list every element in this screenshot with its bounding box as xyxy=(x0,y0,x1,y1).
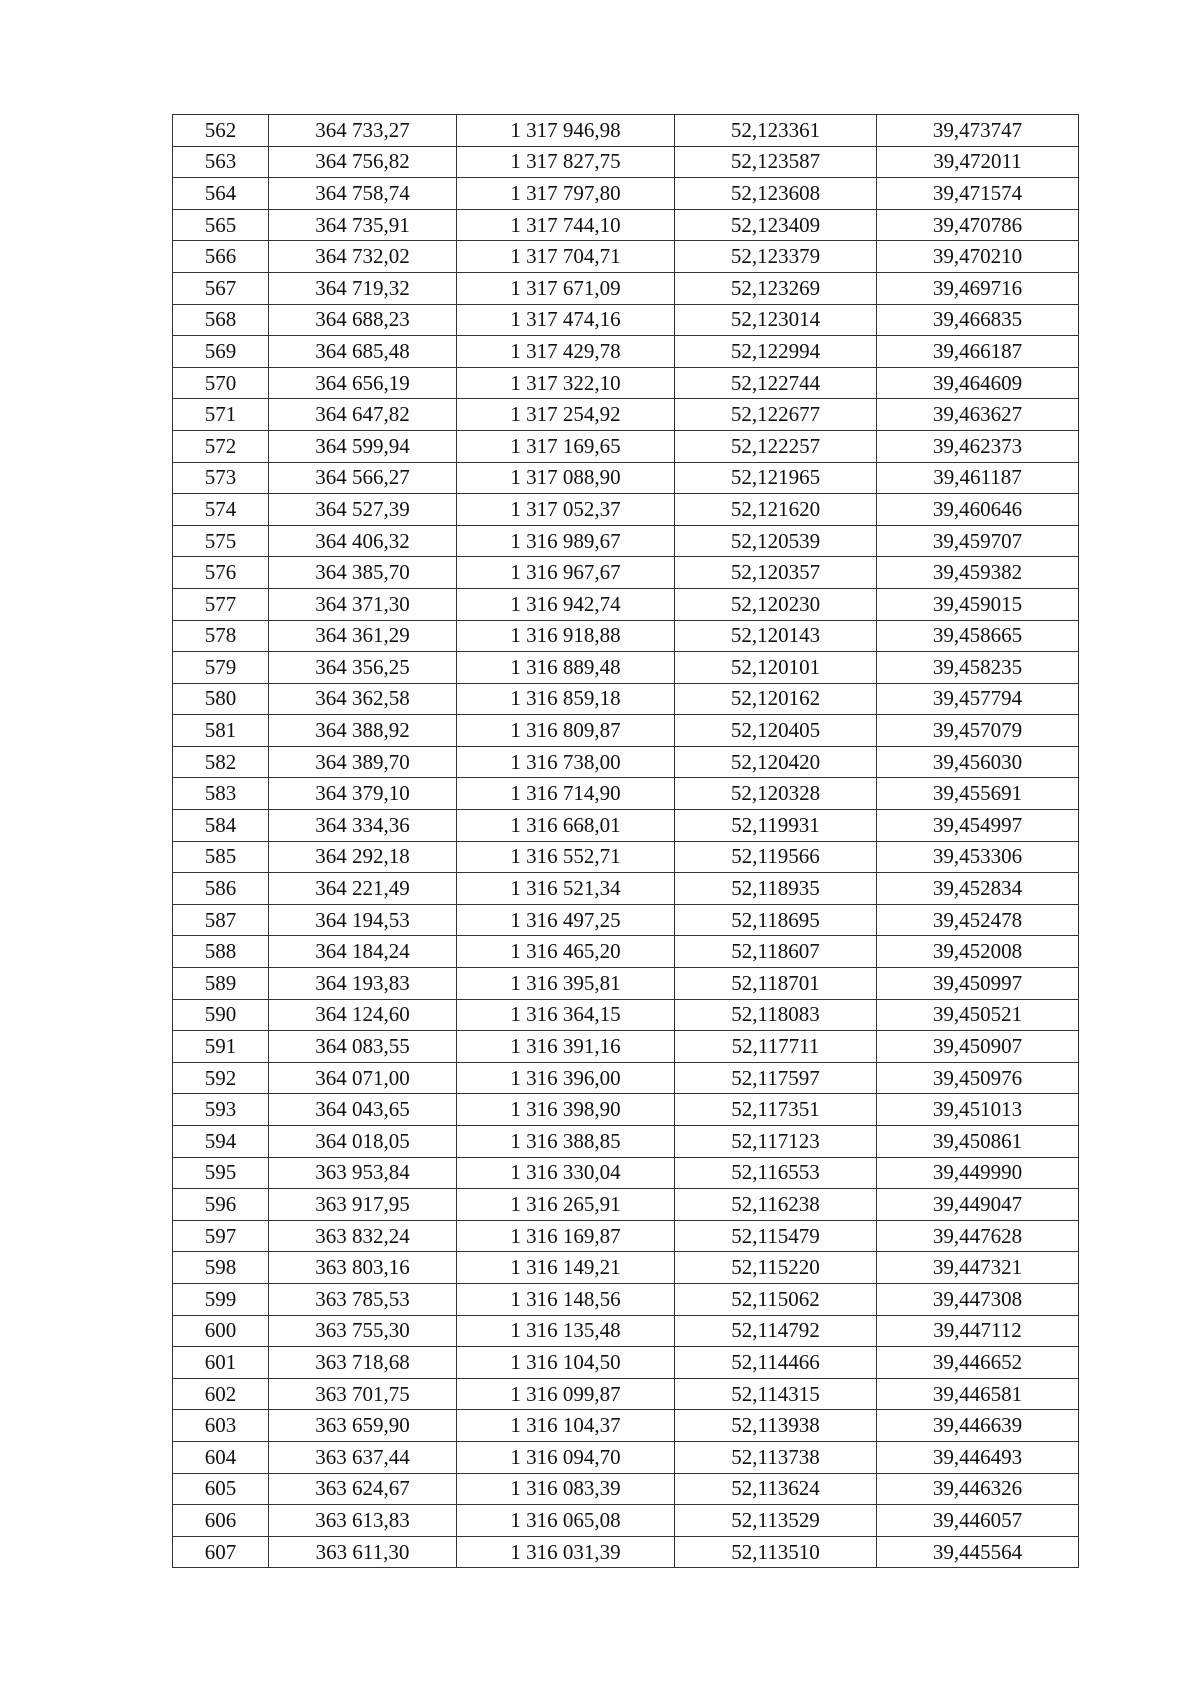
table-row xyxy=(173,1031,1079,1063)
table-row xyxy=(173,462,1079,494)
point-number-cell: 604 xyxy=(173,1441,269,1473)
longitude-cell: 39,454997 xyxy=(877,810,1079,842)
point-number-cell: 582 xyxy=(173,746,269,778)
point-number-cell: 564 xyxy=(173,178,269,210)
table-row xyxy=(173,968,1079,1000)
table-row xyxy=(173,683,1079,715)
x-coordinate-cell: 364 361,29 xyxy=(269,620,457,652)
y-coordinate-cell: 1 317 254,92 xyxy=(457,399,675,431)
point-number-cell: 576 xyxy=(173,557,269,589)
point-number-cell: 602 xyxy=(173,1378,269,1410)
longitude-cell: 39,447112 xyxy=(877,1315,1079,1347)
point-number-cell: 563 xyxy=(173,146,269,178)
latitude-cell: 52,121965 xyxy=(675,462,877,494)
table-row xyxy=(173,1347,1079,1379)
longitude-cell: 39,446057 xyxy=(877,1505,1079,1537)
point-number-cell: 594 xyxy=(173,1126,269,1158)
longitude-cell: 39,462373 xyxy=(877,430,1079,462)
table-row xyxy=(173,525,1079,557)
table-row xyxy=(173,1252,1079,1284)
y-coordinate-cell: 1 316 149,21 xyxy=(457,1252,675,1284)
x-coordinate-cell: 364 194,53 xyxy=(269,904,457,936)
table-row xyxy=(173,1410,1079,1442)
point-number-cell: 562 xyxy=(173,115,269,147)
table-row xyxy=(173,209,1079,241)
latitude-cell: 52,113510 xyxy=(675,1536,877,1568)
x-coordinate-cell: 364 124,60 xyxy=(269,999,457,1031)
longitude-cell: 39,450861 xyxy=(877,1126,1079,1158)
point-number-cell: 571 xyxy=(173,399,269,431)
x-coordinate-cell: 364 356,25 xyxy=(269,652,457,684)
latitude-cell: 52,113624 xyxy=(675,1473,877,1505)
table-row xyxy=(173,1378,1079,1410)
latitude-cell: 52,115220 xyxy=(675,1252,877,1284)
y-coordinate-cell: 1 316 094,70 xyxy=(457,1441,675,1473)
point-number-cell: 581 xyxy=(173,715,269,747)
y-coordinate-cell: 1 317 322,10 xyxy=(457,367,675,399)
x-coordinate-cell: 364 184,24 xyxy=(269,936,457,968)
latitude-cell: 52,120328 xyxy=(675,778,877,810)
longitude-cell: 39,449047 xyxy=(877,1189,1079,1221)
y-coordinate-cell: 1 316 135,48 xyxy=(457,1315,675,1347)
latitude-cell: 52,120357 xyxy=(675,557,877,589)
table-row xyxy=(173,1283,1079,1315)
point-number-cell: 600 xyxy=(173,1315,269,1347)
x-coordinate-cell: 364 685,48 xyxy=(269,336,457,368)
latitude-cell: 52,114466 xyxy=(675,1347,877,1379)
table-row xyxy=(173,999,1079,1031)
x-coordinate-cell: 364 688,23 xyxy=(269,304,457,336)
y-coordinate-cell: 1 316 104,37 xyxy=(457,1410,675,1442)
longitude-cell: 39,466187 xyxy=(877,336,1079,368)
point-number-cell: 584 xyxy=(173,810,269,842)
y-coordinate-cell: 1 316 330,04 xyxy=(457,1157,675,1189)
latitude-cell: 52,117597 xyxy=(675,1062,877,1094)
table-row xyxy=(173,304,1079,336)
latitude-cell: 52,116553 xyxy=(675,1157,877,1189)
longitude-cell: 39,456030 xyxy=(877,746,1079,778)
longitude-cell: 39,452478 xyxy=(877,904,1079,936)
y-coordinate-cell: 1 316 521,34 xyxy=(457,873,675,905)
y-coordinate-cell: 1 316 809,87 xyxy=(457,715,675,747)
x-coordinate-cell: 364 018,05 xyxy=(269,1126,457,1158)
point-number-cell: 587 xyxy=(173,904,269,936)
longitude-cell: 39,459382 xyxy=(877,557,1079,589)
point-number-cell: 572 xyxy=(173,430,269,462)
y-coordinate-cell: 1 316 465,20 xyxy=(457,936,675,968)
y-coordinate-cell: 1 316 738,00 xyxy=(457,746,675,778)
x-coordinate-cell: 364 043,65 xyxy=(269,1094,457,1126)
point-number-cell: 567 xyxy=(173,272,269,304)
latitude-cell: 52,117123 xyxy=(675,1126,877,1158)
y-coordinate-cell: 1 316 989,67 xyxy=(457,525,675,557)
longitude-cell: 39,446581 xyxy=(877,1378,1079,1410)
table-row xyxy=(173,652,1079,684)
latitude-cell: 52,122744 xyxy=(675,367,877,399)
latitude-cell: 52,120230 xyxy=(675,588,877,620)
x-coordinate-cell: 363 611,30 xyxy=(269,1536,457,1568)
point-number-cell: 598 xyxy=(173,1252,269,1284)
longitude-cell: 39,458665 xyxy=(877,620,1079,652)
x-coordinate-cell: 363 832,24 xyxy=(269,1220,457,1252)
table-row xyxy=(173,367,1079,399)
y-coordinate-cell: 1 317 429,78 xyxy=(457,336,675,368)
longitude-cell: 39,473747 xyxy=(877,115,1079,147)
latitude-cell: 52,120420 xyxy=(675,746,877,778)
longitude-cell: 39,469716 xyxy=(877,272,1079,304)
latitude-cell: 52,115479 xyxy=(675,1220,877,1252)
latitude-cell: 52,118083 xyxy=(675,999,877,1031)
point-number-cell: 565 xyxy=(173,209,269,241)
point-number-cell: 605 xyxy=(173,1473,269,1505)
y-coordinate-cell: 1 317 797,80 xyxy=(457,178,675,210)
table-row xyxy=(173,178,1079,210)
latitude-cell: 52,120162 xyxy=(675,683,877,715)
y-coordinate-cell: 1 316 104,50 xyxy=(457,1347,675,1379)
longitude-cell: 39,451013 xyxy=(877,1094,1079,1126)
y-coordinate-cell: 1 316 148,56 xyxy=(457,1283,675,1315)
x-coordinate-cell: 364 389,70 xyxy=(269,746,457,778)
x-coordinate-cell: 364 656,19 xyxy=(269,367,457,399)
latitude-cell: 52,117351 xyxy=(675,1094,877,1126)
table-row xyxy=(173,746,1079,778)
table-row xyxy=(173,1062,1079,1094)
point-number-cell: 568 xyxy=(173,304,269,336)
latitude-cell: 52,123014 xyxy=(675,304,877,336)
longitude-cell: 39,457794 xyxy=(877,683,1079,715)
latitude-cell: 52,118935 xyxy=(675,873,877,905)
y-coordinate-cell: 1 316 031,39 xyxy=(457,1536,675,1568)
y-coordinate-cell: 1 316 364,15 xyxy=(457,999,675,1031)
point-number-cell: 574 xyxy=(173,494,269,526)
latitude-cell: 52,120143 xyxy=(675,620,877,652)
point-number-cell: 597 xyxy=(173,1220,269,1252)
point-number-cell: 599 xyxy=(173,1283,269,1315)
longitude-cell: 39,464609 xyxy=(877,367,1079,399)
latitude-cell: 52,118607 xyxy=(675,936,877,968)
x-coordinate-cell: 364 083,55 xyxy=(269,1031,457,1063)
table-row xyxy=(173,115,1079,147)
x-coordinate-cell: 363 637,44 xyxy=(269,1441,457,1473)
table-row xyxy=(173,399,1079,431)
x-coordinate-cell: 364 388,92 xyxy=(269,715,457,747)
coordinates-table xyxy=(172,114,1079,1568)
latitude-cell: 52,118695 xyxy=(675,904,877,936)
x-coordinate-cell: 364 371,30 xyxy=(269,588,457,620)
table-row xyxy=(173,1315,1079,1347)
y-coordinate-cell: 1 317 827,75 xyxy=(457,146,675,178)
y-coordinate-cell: 1 316 396,00 xyxy=(457,1062,675,1094)
y-coordinate-cell: 1 317 946,98 xyxy=(457,115,675,147)
longitude-cell: 39,457079 xyxy=(877,715,1079,747)
latitude-cell: 52,123587 xyxy=(675,146,877,178)
y-coordinate-cell: 1 316 099,87 xyxy=(457,1378,675,1410)
x-coordinate-cell: 364 527,39 xyxy=(269,494,457,526)
longitude-cell: 39,450997 xyxy=(877,968,1079,1000)
y-coordinate-cell: 1 316 083,39 xyxy=(457,1473,675,1505)
point-number-cell: 593 xyxy=(173,1094,269,1126)
y-coordinate-cell: 1 316 265,91 xyxy=(457,1189,675,1221)
point-number-cell: 588 xyxy=(173,936,269,968)
point-number-cell: 569 xyxy=(173,336,269,368)
longitude-cell: 39,445564 xyxy=(877,1536,1079,1568)
y-coordinate-cell: 1 317 744,10 xyxy=(457,209,675,241)
x-coordinate-cell: 364 379,10 xyxy=(269,778,457,810)
table-row xyxy=(173,336,1079,368)
latitude-cell: 52,116238 xyxy=(675,1189,877,1221)
table-row xyxy=(173,1126,1079,1158)
point-number-cell: 586 xyxy=(173,873,269,905)
table-row xyxy=(173,588,1079,620)
x-coordinate-cell: 364 385,70 xyxy=(269,557,457,589)
x-coordinate-cell: 363 917,95 xyxy=(269,1189,457,1221)
point-number-cell: 573 xyxy=(173,462,269,494)
longitude-cell: 39,452834 xyxy=(877,873,1079,905)
latitude-cell: 52,123608 xyxy=(675,178,877,210)
x-coordinate-cell: 363 803,16 xyxy=(269,1252,457,1284)
latitude-cell: 52,115062 xyxy=(675,1283,877,1315)
y-coordinate-cell: 1 316 552,71 xyxy=(457,841,675,873)
point-number-cell: 566 xyxy=(173,241,269,273)
table-row xyxy=(173,620,1079,652)
x-coordinate-cell: 364 647,82 xyxy=(269,399,457,431)
x-coordinate-cell: 364 566,27 xyxy=(269,462,457,494)
latitude-cell: 52,122994 xyxy=(675,336,877,368)
y-coordinate-cell: 1 317 474,16 xyxy=(457,304,675,336)
table-row xyxy=(173,715,1079,747)
y-coordinate-cell: 1 316 967,67 xyxy=(457,557,675,589)
table-row xyxy=(173,1536,1079,1568)
x-coordinate-cell: 364 071,00 xyxy=(269,1062,457,1094)
y-coordinate-cell: 1 317 088,90 xyxy=(457,462,675,494)
table-row xyxy=(173,272,1079,304)
y-coordinate-cell: 1 317 052,37 xyxy=(457,494,675,526)
point-number-cell: 579 xyxy=(173,652,269,684)
x-coordinate-cell: 364 733,27 xyxy=(269,115,457,147)
y-coordinate-cell: 1 316 391,16 xyxy=(457,1031,675,1063)
table-row xyxy=(173,904,1079,936)
table-row xyxy=(173,1157,1079,1189)
latitude-cell: 52,120101 xyxy=(675,652,877,684)
x-coordinate-cell: 364 756,82 xyxy=(269,146,457,178)
longitude-cell: 39,459707 xyxy=(877,525,1079,557)
latitude-cell: 52,113938 xyxy=(675,1410,877,1442)
x-coordinate-cell: 363 659,90 xyxy=(269,1410,457,1442)
point-number-cell: 578 xyxy=(173,620,269,652)
point-number-cell: 595 xyxy=(173,1157,269,1189)
table-row xyxy=(173,936,1079,968)
table-row xyxy=(173,873,1079,905)
x-coordinate-cell: 364 193,83 xyxy=(269,968,457,1000)
point-number-cell: 606 xyxy=(173,1505,269,1537)
latitude-cell: 52,114792 xyxy=(675,1315,877,1347)
longitude-cell: 39,455691 xyxy=(877,778,1079,810)
y-coordinate-cell: 1 316 065,08 xyxy=(457,1505,675,1537)
y-coordinate-cell: 1 316 668,01 xyxy=(457,810,675,842)
x-coordinate-cell: 364 406,32 xyxy=(269,525,457,557)
longitude-cell: 39,446326 xyxy=(877,1473,1079,1505)
longitude-cell: 39,449990 xyxy=(877,1157,1079,1189)
latitude-cell: 52,113738 xyxy=(675,1441,877,1473)
latitude-cell: 52,114315 xyxy=(675,1378,877,1410)
latitude-cell: 52,121620 xyxy=(675,494,877,526)
point-number-cell: 591 xyxy=(173,1031,269,1063)
table-row xyxy=(173,1441,1079,1473)
y-coordinate-cell: 1 316 388,85 xyxy=(457,1126,675,1158)
point-number-cell: 596 xyxy=(173,1189,269,1221)
y-coordinate-cell: 1 316 169,87 xyxy=(457,1220,675,1252)
latitude-cell: 52,119566 xyxy=(675,841,877,873)
x-coordinate-cell: 364 362,58 xyxy=(269,683,457,715)
latitude-cell: 52,122677 xyxy=(675,399,877,431)
table-row xyxy=(173,778,1079,810)
table-row xyxy=(173,1220,1079,1252)
y-coordinate-cell: 1 316 714,90 xyxy=(457,778,675,810)
point-number-cell: 603 xyxy=(173,1410,269,1442)
longitude-cell: 39,447321 xyxy=(877,1252,1079,1284)
latitude-cell: 52,113529 xyxy=(675,1505,877,1537)
point-number-cell: 577 xyxy=(173,588,269,620)
longitude-cell: 39,458235 xyxy=(877,652,1079,684)
longitude-cell: 39,452008 xyxy=(877,936,1079,968)
point-number-cell: 601 xyxy=(173,1347,269,1379)
latitude-cell: 52,123409 xyxy=(675,209,877,241)
point-number-cell: 580 xyxy=(173,683,269,715)
table-row xyxy=(173,430,1079,462)
table-row xyxy=(173,494,1079,526)
x-coordinate-cell: 363 718,68 xyxy=(269,1347,457,1379)
table-row xyxy=(173,841,1079,873)
table-row xyxy=(173,241,1079,273)
y-coordinate-cell: 1 317 671,09 xyxy=(457,272,675,304)
table-row xyxy=(173,810,1079,842)
longitude-cell: 39,450976 xyxy=(877,1062,1079,1094)
longitude-cell: 39,460646 xyxy=(877,494,1079,526)
longitude-cell: 39,459015 xyxy=(877,588,1079,620)
x-coordinate-cell: 363 953,84 xyxy=(269,1157,457,1189)
latitude-cell: 52,123269 xyxy=(675,272,877,304)
x-coordinate-cell: 364 292,18 xyxy=(269,841,457,873)
x-coordinate-cell: 363 624,67 xyxy=(269,1473,457,1505)
latitude-cell: 52,120539 xyxy=(675,525,877,557)
y-coordinate-cell: 1 317 169,65 xyxy=(457,430,675,462)
point-number-cell: 590 xyxy=(173,999,269,1031)
y-coordinate-cell: 1 316 918,88 xyxy=(457,620,675,652)
latitude-cell: 52,123361 xyxy=(675,115,877,147)
table-row xyxy=(173,1473,1079,1505)
longitude-cell: 39,447628 xyxy=(877,1220,1079,1252)
y-coordinate-cell: 1 316 942,74 xyxy=(457,588,675,620)
y-coordinate-cell: 1 316 889,48 xyxy=(457,652,675,684)
longitude-cell: 39,447308 xyxy=(877,1283,1079,1315)
x-coordinate-cell: 363 613,83 xyxy=(269,1505,457,1537)
table-row xyxy=(173,557,1079,589)
x-coordinate-cell: 364 719,32 xyxy=(269,272,457,304)
x-coordinate-cell: 363 755,30 xyxy=(269,1315,457,1347)
latitude-cell: 52,120405 xyxy=(675,715,877,747)
coordinates-table-body xyxy=(173,115,1079,1568)
point-number-cell: 570 xyxy=(173,367,269,399)
longitude-cell: 39,446639 xyxy=(877,1410,1079,1442)
x-coordinate-cell: 363 701,75 xyxy=(269,1378,457,1410)
x-coordinate-cell: 364 735,91 xyxy=(269,209,457,241)
table-row xyxy=(173,1094,1079,1126)
x-coordinate-cell: 364 334,36 xyxy=(269,810,457,842)
table-row xyxy=(173,1189,1079,1221)
y-coordinate-cell: 1 316 859,18 xyxy=(457,683,675,715)
latitude-cell: 52,117711 xyxy=(675,1031,877,1063)
longitude-cell: 39,453306 xyxy=(877,841,1079,873)
y-coordinate-cell: 1 316 395,81 xyxy=(457,968,675,1000)
x-coordinate-cell: 364 758,74 xyxy=(269,178,457,210)
x-coordinate-cell: 363 785,53 xyxy=(269,1283,457,1315)
x-coordinate-cell: 364 221,49 xyxy=(269,873,457,905)
y-coordinate-cell: 1 317 704,71 xyxy=(457,241,675,273)
point-number-cell: 575 xyxy=(173,525,269,557)
longitude-cell: 39,463627 xyxy=(877,399,1079,431)
longitude-cell: 39,470786 xyxy=(877,209,1079,241)
longitude-cell: 39,466835 xyxy=(877,304,1079,336)
longitude-cell: 39,472011 xyxy=(877,146,1079,178)
y-coordinate-cell: 1 316 398,90 xyxy=(457,1094,675,1126)
latitude-cell: 52,118701 xyxy=(675,968,877,1000)
point-number-cell: 585 xyxy=(173,841,269,873)
table-row xyxy=(173,1505,1079,1537)
longitude-cell: 39,470210 xyxy=(877,241,1079,273)
latitude-cell: 52,122257 xyxy=(675,430,877,462)
y-coordinate-cell: 1 316 497,25 xyxy=(457,904,675,936)
latitude-cell: 52,119931 xyxy=(675,810,877,842)
x-coordinate-cell: 364 599,94 xyxy=(269,430,457,462)
latitude-cell: 52,123379 xyxy=(675,241,877,273)
point-number-cell: 592 xyxy=(173,1062,269,1094)
table-row xyxy=(173,146,1079,178)
longitude-cell: 39,461187 xyxy=(877,462,1079,494)
point-number-cell: 583 xyxy=(173,778,269,810)
x-coordinate-cell: 364 732,02 xyxy=(269,241,457,273)
longitude-cell: 39,446652 xyxy=(877,1347,1079,1379)
point-number-cell: 589 xyxy=(173,968,269,1000)
longitude-cell: 39,450521 xyxy=(877,999,1079,1031)
longitude-cell: 39,446493 xyxy=(877,1441,1079,1473)
longitude-cell: 39,471574 xyxy=(877,178,1079,210)
point-number-cell: 607 xyxy=(173,1536,269,1568)
longitude-cell: 39,450907 xyxy=(877,1031,1079,1063)
